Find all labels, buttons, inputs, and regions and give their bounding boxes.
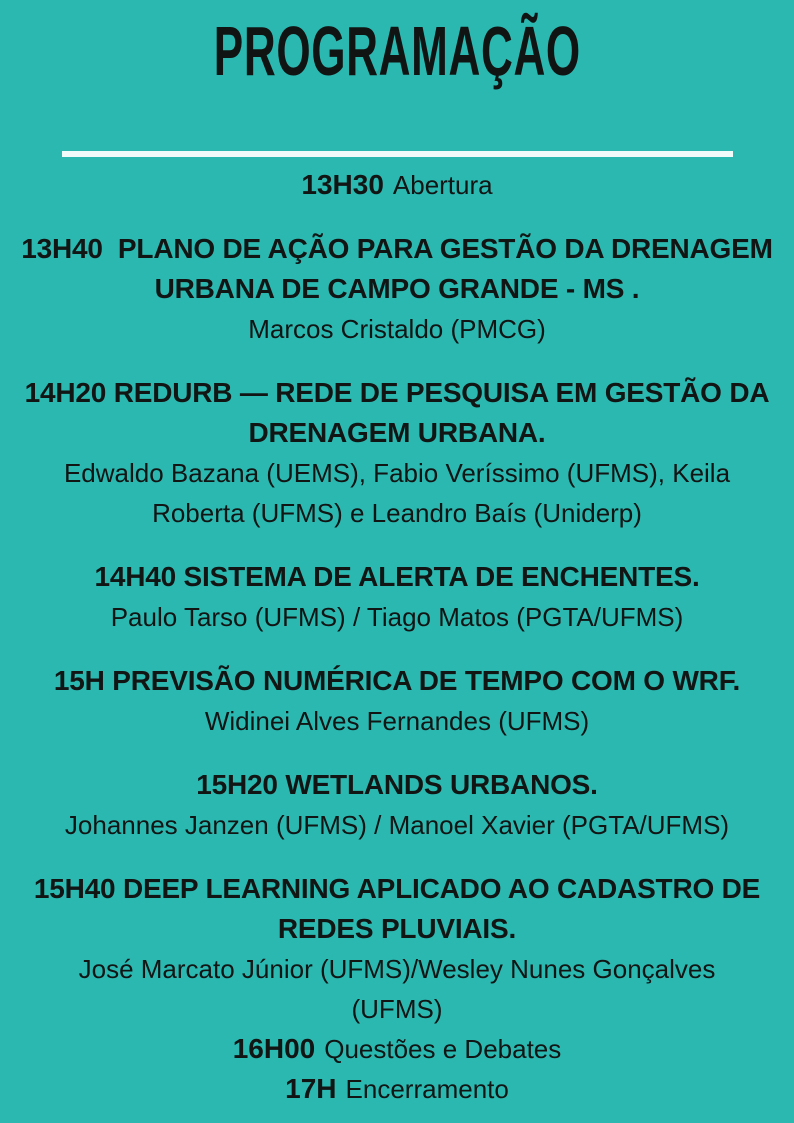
poster-header (0, 0, 794, 88)
schedule-item (0, 765, 794, 845)
item-heading-line: 13H40 PLANO DE AÇÃO PARA GESTÃO DA DRENAGEM (21, 233, 773, 264)
schedule-item (0, 373, 794, 533)
item-time: 13H30 (301, 169, 384, 200)
item-text: Encerramento (345, 1074, 509, 1104)
item-heading-line: 15H40 DEEP LEARNING APLICADO AO CADASTRO DE (33, 873, 761, 904)
item-heading-line: 15H20 WETLANDS URBANOS. (196, 769, 598, 800)
item-speaker-line: (UFMS) (351, 994, 443, 1024)
schedule-simple-line (0, 1029, 794, 1069)
schedule-item (0, 165, 794, 205)
item-time: 16H00 (232, 1033, 316, 1064)
item-speaker-line: Marcos Cristaldo (PMCG) (248, 314, 546, 344)
schedule-item (0, 557, 794, 637)
item-speaker-line: Widinei Alves Fernandes (UFMS) (204, 706, 590, 736)
schedule-simple-line (0, 165, 794, 205)
schedule-item (0, 1069, 794, 1109)
item-heading-line: 14H20 REDURB — REDE DE PESQUISA EM GESTÃO DA (24, 377, 770, 408)
item-speaker-line: José Marcato Júnior (UFMS)/Wesley Nunes Gonçalves (78, 954, 716, 984)
item-heading-line: 15H PREVISÃO NUMÉRICA DE TEMPO COM O WRF. (53, 665, 741, 696)
schedule-item (0, 1029, 794, 1069)
item-heading-line: REDES PLUVIAIS. (277, 913, 517, 944)
schedule (0, 165, 794, 1109)
item-speaker-line: Johannes Janzen (UFMS) / Manoel Xavier (PGTA/UFMS) (64, 810, 730, 840)
item-time: 17H (285, 1073, 337, 1104)
item-speaker-line: Paulo Tarso (UFMS) / Tiago Matos (PGTA/UFMS) (110, 602, 684, 632)
item-speaker-line: Roberta (UFMS) e Leandro Baís (Uniderp) (152, 498, 642, 528)
title-divider-rule (62, 151, 733, 157)
schedule-item (0, 229, 794, 349)
item-heading-line: 14H40 SISTEMA DE ALERTA DE ENCHENTES. (94, 561, 700, 592)
schedule-item (0, 869, 794, 1029)
item-heading-line: URBANA DE CAMPO GRANDE - MS . (154, 273, 640, 304)
schedule-simple-line (0, 1069, 794, 1109)
item-text: Questões e Debates (324, 1034, 562, 1064)
page-title: PROGRAMAÇÃO (213, 12, 581, 90)
item-text: Abertura (392, 170, 493, 200)
item-heading-line: DRENAGEM URBANA. (248, 417, 546, 448)
item-speaker-line: Edwaldo Bazana (UEMS), Fabio Veríssimo (UFMS), Keila (63, 458, 731, 488)
schedule-item (0, 661, 794, 741)
